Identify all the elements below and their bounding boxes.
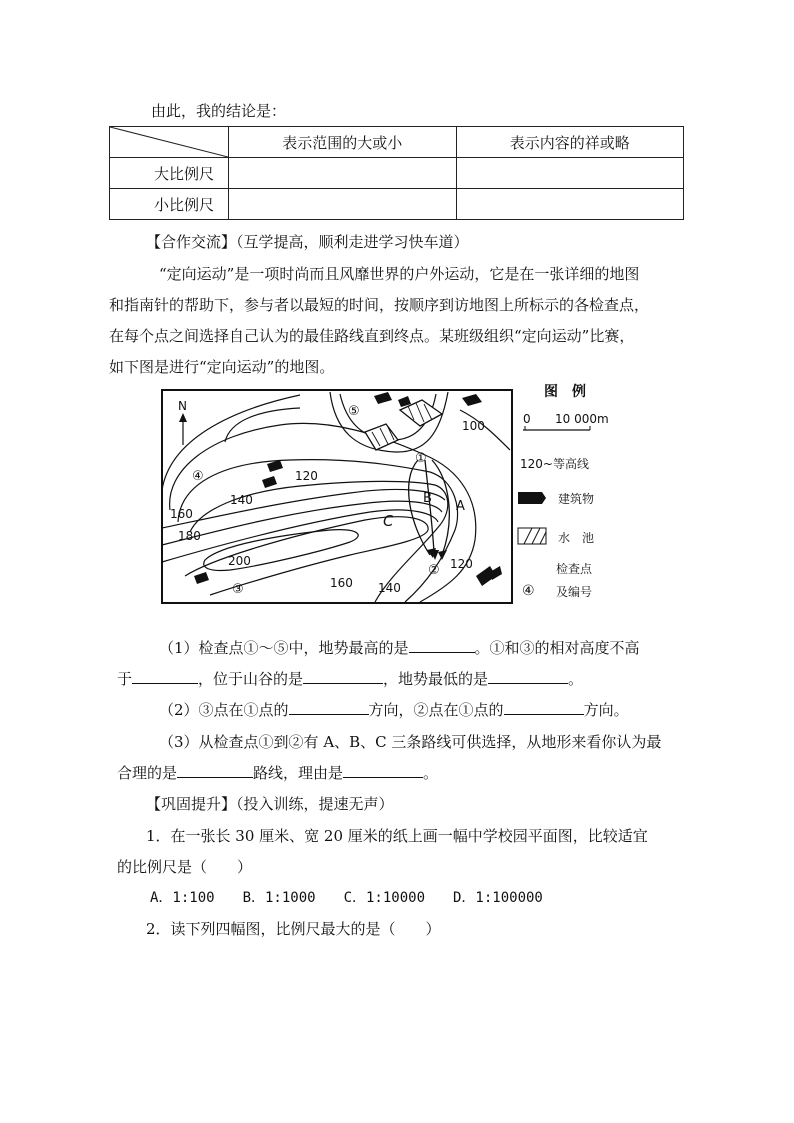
- consolidate-heading: 【巩固提升】: [146, 795, 237, 813]
- row-small-scale: 小比例尺: [110, 189, 229, 220]
- question-3-line-2: 合理的是 路线，理由是 。: [117, 764, 439, 782]
- answer-direction-3-blank[interactable]: [289, 700, 369, 715]
- coop-p1: “定向运动”是一项时尚而且风靡世界的户外运动，它是在一张详细的地图: [159, 265, 640, 283]
- svg-text:10 000m: 10 000m: [555, 412, 609, 426]
- svg-text:N: N: [178, 399, 187, 413]
- consolidate-section: [146, 794, 394, 814]
- legend-pond: 水 池: [558, 531, 595, 545]
- question-1-line-2: 于 ，位于山谷的是 ，地势最低的是 。: [117, 670, 584, 688]
- coop-sub: （互学提高，顺利走进学习快车道）: [236, 233, 469, 251]
- checkpoint-2: ②: [428, 563, 440, 578]
- route-a-label: A: [456, 499, 465, 514]
- question-3-line-1: （3）从检查点①到②有 A、B、C 三条路线可供选择，从地形来看你认为最: [159, 733, 662, 751]
- diagonal-line: [110, 127, 228, 157]
- coop-section: [146, 232, 469, 252]
- question-1-line-1: （1）检查点①～⑤中，地势最高的是 。①和③的相对高度不高: [159, 639, 640, 657]
- svg-text:120: 120: [450, 557, 473, 571]
- exercise-1-options: A．1:100 B．1:1000 C．1:10000 D．1:100000: [150, 890, 543, 906]
- exercise-1-line-1: 1．在一张长 30 厘米、宽 20 厘米的纸上画一幅中学校园平面图，比较适宜: [146, 827, 648, 845]
- coop-p4: 如下图是进行“定向运动”的地图。: [109, 358, 335, 376]
- map-frame: [162, 390, 512, 603]
- coop-heading: 【合作交流】: [146, 233, 237, 251]
- cell-large-detail[interactable]: [456, 158, 684, 189]
- header-detail: 表示内容的祥或略: [456, 127, 684, 158]
- svg-text:140: 140: [378, 581, 401, 595]
- answer-route-blank[interactable]: [177, 763, 253, 778]
- svg-text:180: 180: [178, 529, 201, 543]
- legend-contour: 120~等高线: [520, 457, 589, 471]
- svg-text:图 例: 图 例: [544, 384, 586, 400]
- question-2: （2）③点在①点的 方向，②点在①点的 方向。: [159, 701, 629, 719]
- legend-pond-icon: [518, 528, 546, 544]
- legend-checkpoint-icon: ④: [522, 583, 535, 599]
- legend-checkpoint-2: 及编号: [556, 585, 593, 599]
- coop-p3: 在每个点之间选择自己认为的最佳路线直到终点。某班级组织“定向运动”比赛，: [109, 327, 635, 345]
- cell-large-range[interactable]: [229, 158, 457, 189]
- coop-p2: 和指南针的帮助下，参与者以最短的时间，按顺序到访地图上所标示的各检查点，: [109, 296, 650, 314]
- row-large-scale: 大比例尺: [110, 158, 229, 189]
- scale-comparison-table: [109, 126, 684, 220]
- svg-text:100: 100: [462, 419, 485, 433]
- answer-relative-height-blank[interactable]: [132, 669, 198, 684]
- answer-highest-blank[interactable]: [409, 638, 475, 653]
- svg-text:200: 200: [228, 554, 251, 568]
- topographic-map: [150, 380, 620, 610]
- answer-reason-blank[interactable]: [343, 763, 423, 778]
- svg-text:160: 160: [170, 507, 193, 521]
- checkpoint-5: ⑤: [348, 404, 360, 419]
- header-range: 表示范围的大或小: [229, 127, 457, 158]
- exercise-2: 2．读下列四幅图，比例尺最大的是（ ）: [146, 920, 441, 938]
- checkpoint-3: ③: [232, 582, 244, 597]
- legend-building-icon: [518, 492, 546, 504]
- answer-direction-2-blank[interactable]: [504, 700, 584, 715]
- checkpoint-1: ①: [415, 451, 427, 466]
- route-c-label: C: [383, 512, 394, 530]
- svg-text:120: 120: [295, 469, 318, 483]
- answer-lowest-blank[interactable]: [488, 669, 568, 684]
- legend: [518, 383, 609, 599]
- legend-building: 建筑物: [558, 492, 595, 506]
- route-b-label: B: [423, 491, 432, 506]
- svg-text:140: 140: [230, 493, 253, 507]
- answer-valley-blank[interactable]: [303, 669, 383, 684]
- checkpoint-4: ④: [192, 469, 204, 484]
- exercise-1-line-2: 的比例尺是（ ）: [117, 858, 253, 876]
- legend-checkpoint-1: 检查点: [556, 562, 593, 576]
- svg-text:0: 0: [523, 412, 531, 426]
- svg-text:160: 160: [330, 576, 353, 590]
- consolidate-sub: （投入训练，提速无声）: [236, 795, 394, 813]
- conclusion-intro: 由此，我的结论是：: [151, 102, 287, 120]
- cell-small-range[interactable]: [229, 189, 457, 220]
- cell-small-detail[interactable]: [456, 189, 684, 220]
- diagonal-header-cell: [110, 127, 229, 158]
